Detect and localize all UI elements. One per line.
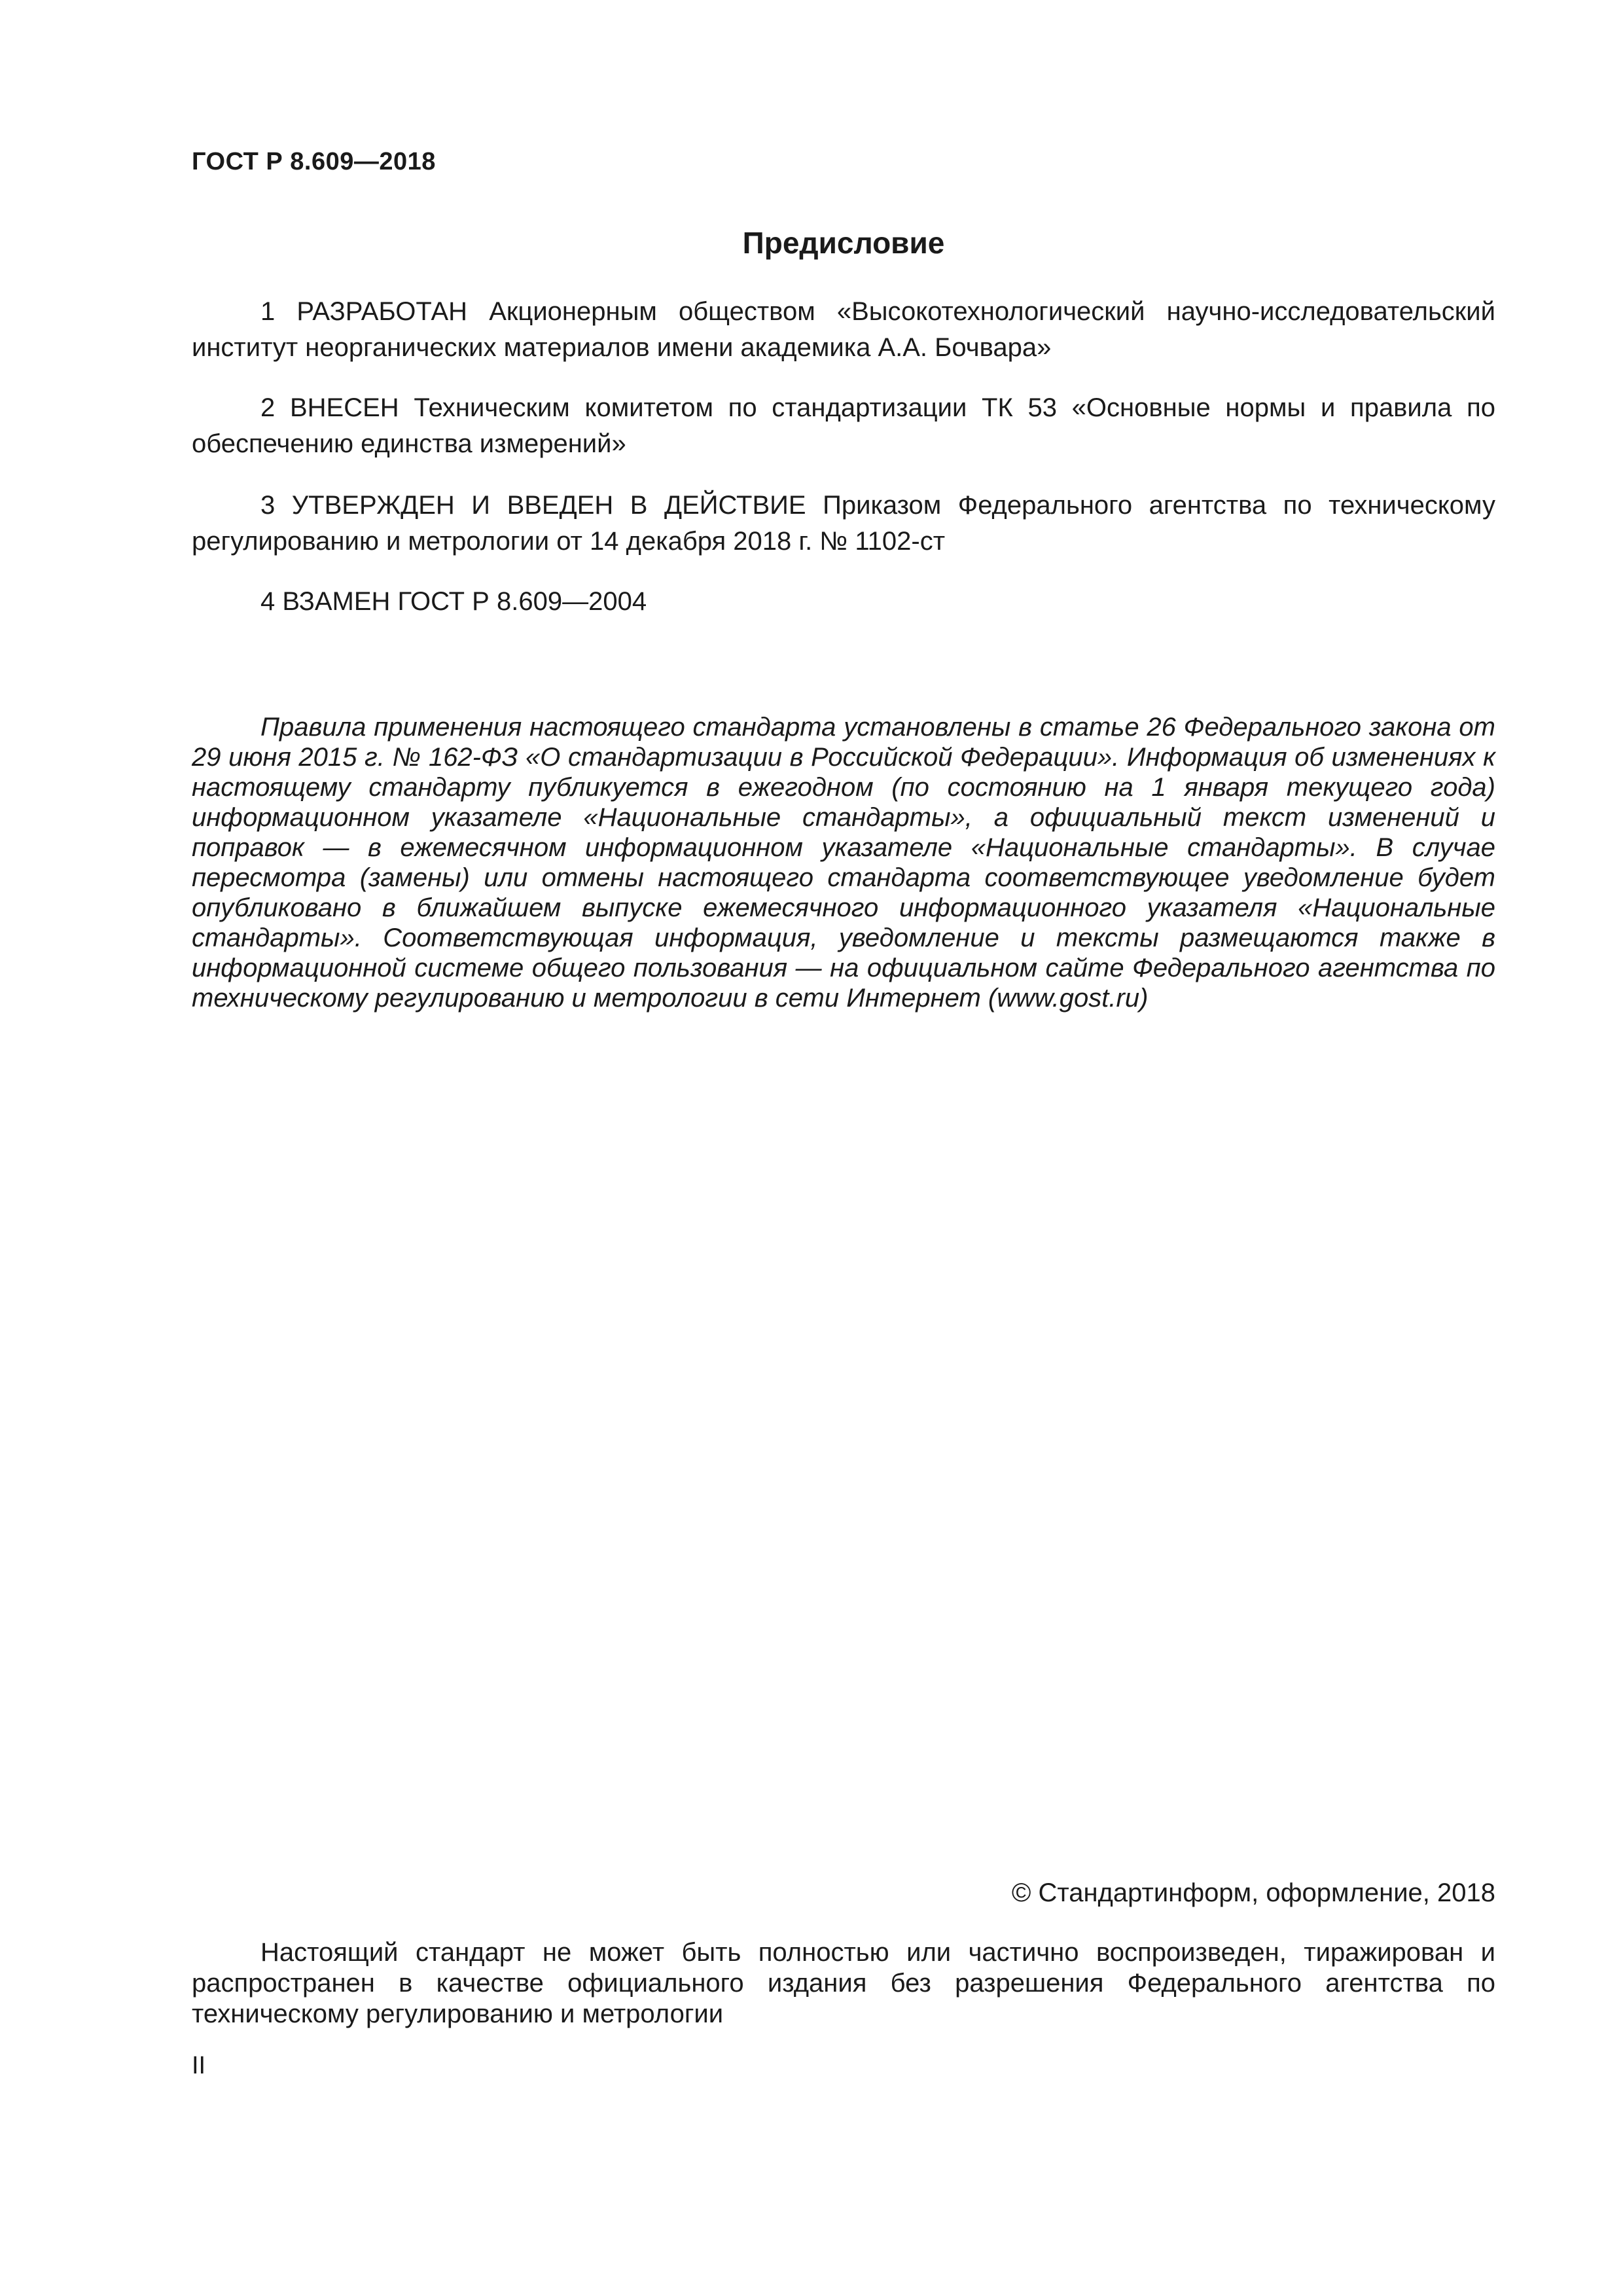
copyright-line: © Стандартинформ, оформление, 2018: [1011, 1878, 1495, 1907]
page-number: II: [192, 2052, 206, 2079]
page-title: Предисловие: [742, 226, 945, 260]
document-code: ГОСТ Р 8.609—2018: [192, 148, 436, 175]
foreword-item-developed: 1 РАЗРАБОТАН Акционерным обществом «Высокотехнологический научно-исследовательский институт неорганических материалов имени академика А.А. Бочвара»: [192, 297, 1495, 362]
reproduction-notice: Настоящий стандарт не может быть полностью или частично воспроизведен, тиражирован и распространен в качестве официального издания без разрешения Федерального агентства по техническому регулированию и метрологии: [192, 1938, 1495, 2028]
application-rules-notice: Правила применения настоящего стандарта установлены в статье 26 Федерального закона от 29 июня 2015 г. № 162-ФЗ «О стандартизации в Российской Федерации». Информация об изменениях к настоящему стандарту публикуется в ежегодном (по состоянию на 1 января текущего года) информационном указателе «Национальные стандарты», а официальный текст изменений и поправок — в ежемесячном информационном указателе «Национальные стандарты». В случае пересмотра (замены) или отмены настоящего стандарта соответствующее уведомление будет опубликовано в ближайшем выпуске ежемесячного информационного указателя «Национальные стандарты». Соответствующая информация, уведомление и тексты размещаются также в информационной системе общего пользования — на официальном сайте Федерального агентства по техническому регулированию и метрологии в сети Интернет (www.gost.ru): [192, 713, 1495, 1013]
foreword-item-introduced: 2 ВНЕСЕН Техническим комитетом по стандартизации ТК 53 «Основные нормы и правила по обеспечению единства измерений»: [192, 393, 1495, 458]
foreword-item-approved: 3 УТВЕРЖДЕН И ВВЕДЕН В ДЕЙСТВИЕ Приказом Федерального агентства по техническому регулированию и метрологии от 14 декабря 2018 г. № 1102-ст: [192, 491, 1495, 556]
foreword-item-replaces: 4 ВЗАМЕН ГОСТ Р 8.609—2004: [260, 587, 647, 616]
